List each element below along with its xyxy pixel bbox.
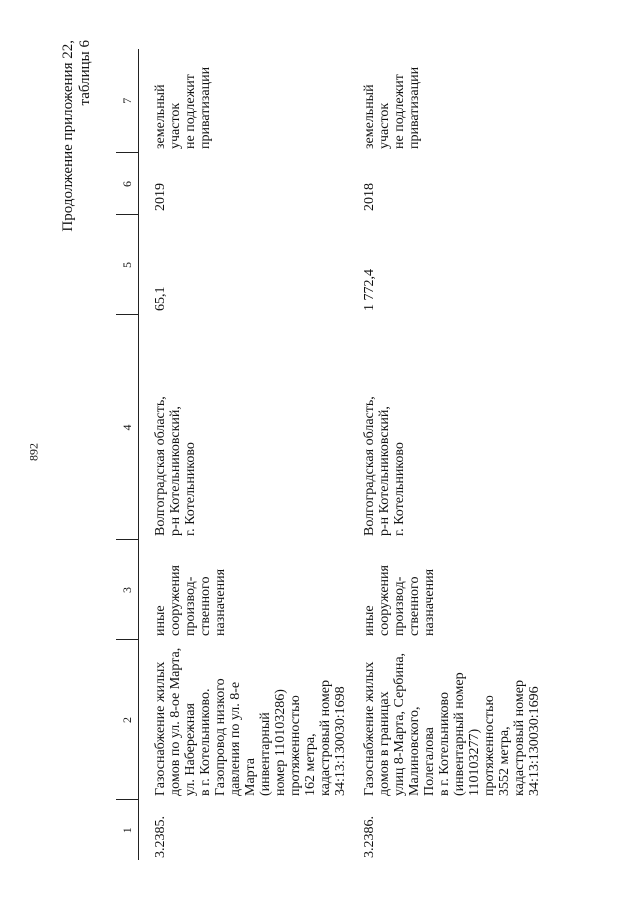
object-type: иные сооружения производ- ственного назначения — [362, 565, 437, 636]
row-number: 3.2386. — [362, 816, 377, 858]
continuation-note — [60, 40, 94, 232]
row-number: 3.2385. — [153, 816, 168, 858]
object-year: 2018 — [362, 183, 377, 211]
object-name: Газоснабжение жилых домов в границах улиц 8-Марта, Сербина, Малиновского, Полегалова в г. Котельниково (инвентарный номер 110103277) протяженностью 3552 метра, кадастровый номер 34:13:130030:1696 — [362, 652, 542, 796]
header-col-7: 7 — [116, 49, 139, 153]
assets-table — [116, 49, 548, 860]
object-address: Волгоградская область, р-н Котельниковский, г. Котельниково — [362, 396, 407, 536]
page-number: 892 — [26, 443, 41, 461]
continuation-line-2: таблицы 6 — [77, 40, 93, 106]
table-header-row — [116, 49, 139, 860]
object-address: Волгоградская область, р-н Котельниковский, г. Котельниково — [153, 396, 198, 536]
rotated-page-content — [60, 40, 600, 860]
header-col-1: 1 — [116, 800, 139, 860]
continuation-line-1: Продолжение приложения 22, — [60, 40, 76, 232]
header-col-5: 5 — [116, 215, 139, 315]
object-value: 1 772,4 — [362, 269, 377, 311]
header-col-2: 2 — [116, 640, 139, 800]
table-row — [354, 49, 548, 860]
object-year: 2019 — [153, 183, 168, 211]
table-row — [145, 49, 354, 860]
object-note: земельный участок не подлежит приватизации — [362, 66, 422, 149]
object-name: Газоснабжение жилых домов по ул. 8-ое Марта, ул. Набережная в г. Котельниково. Газопровод низкого давления по ул. 8-е Марта (инвентарный номер 110103286) протяженностью 162 метра, кадастровый номер 34:13:130030:1698 — [153, 647, 348, 796]
object-type: иные сооружения производ- ственного назначения — [153, 565, 228, 636]
header-col-4: 4 — [116, 315, 139, 540]
object-value: 65,1 — [153, 286, 168, 311]
header-col-6: 6 — [116, 153, 139, 215]
object-note: земельный участок не подлежит приватизации — [153, 66, 213, 149]
header-col-3: 3 — [116, 540, 139, 640]
